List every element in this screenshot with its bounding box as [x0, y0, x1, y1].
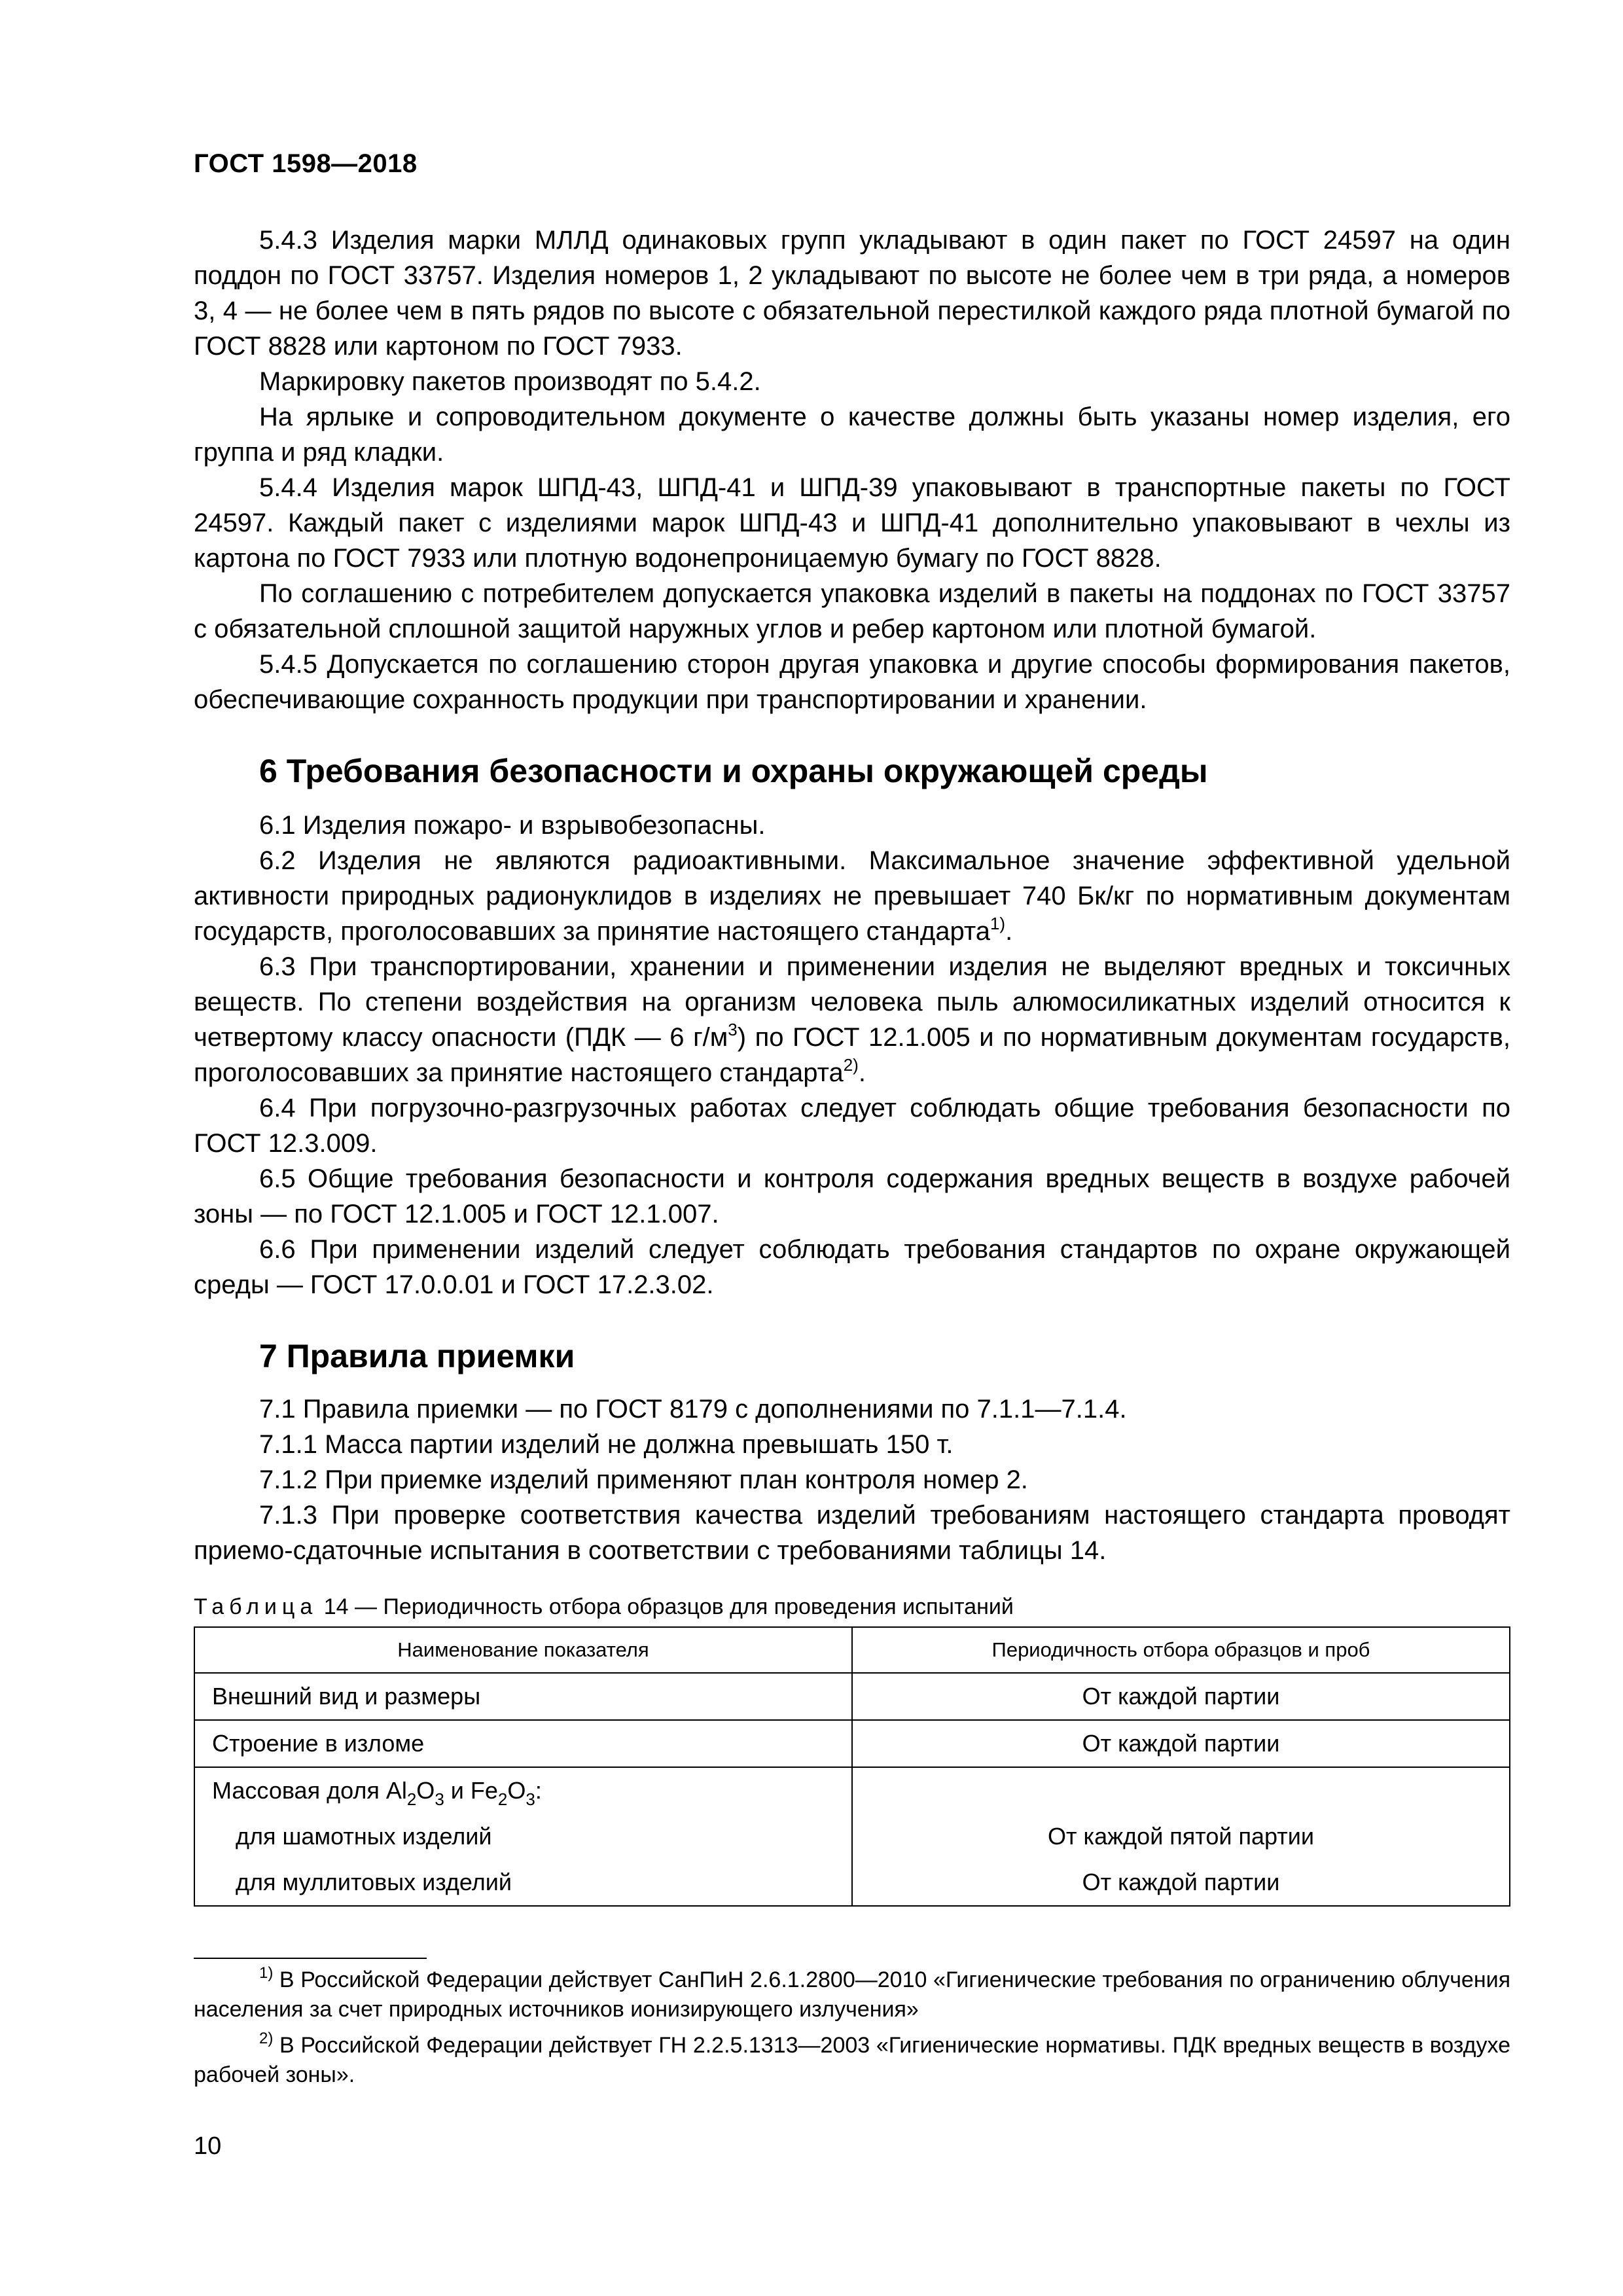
cell-indicator: для шамотных изделий	[194, 1814, 852, 1859]
paragraph-7-1-2: 7.1.2 При приемке изделий применяют план контроля номер 2.	[259, 1465, 1028, 1494]
paragraph-6-1: 6.1 Изделия пожаро- и взрывобезопасны.	[259, 811, 766, 840]
table-header-row	[194, 1627, 1510, 1673]
cell-indicator: для муллитовых изделий	[194, 1859, 852, 1906]
table-group-row	[194, 1767, 1510, 1814]
paragraph-7-1-3: 7.1.3 При проверке соответствия качества изделий требованиям настоящего стандарта проводят приемо-сдаточные испытания в соответствии с требованиями таблицы 14.	[194, 1501, 1510, 1565]
table-row	[194, 1814, 1510, 1859]
section-7-heading: 7 Правила приемки	[259, 1338, 575, 1374]
paragraph-5-4-3: 5.4.3 Изделия марки МЛЛД одинаковых групп укладывают в один пакет по ГОСТ 24597 на один поддон по ГОСТ 33757. Изделия номеров 1, 2 укладывают по высоте не более чем в три ряда, а номеров 3, 4 — не более чем в пять рядов по высоте с обязательной перестилкой каждого ряда плотной бумагой по ГОСТ 8828 или картоном по ГОСТ 7933.	[194, 226, 1510, 361]
paragraph-5-4-4: 5.4.4 Изделия марок ШПД-43, ШПД-41 и ШПД-39 упаковывают в транспортные пакеты по ГОСТ 24597. Каждый пакет с изделиями марок ШПД-43 и ШПД-41 дополнительно упаковывают в чехлы из картона по ГОСТ 7933 или плотную водонепроницаемую бумагу по ГОСТ 8828.	[194, 473, 1510, 573]
column-header-indicator: Наименование показателя	[194, 1627, 852, 1673]
table-row	[194, 1859, 1510, 1906]
cell-periodicity: От каждой пятой партии	[852, 1814, 1510, 1859]
paragraph-6-3: 6.3 При транспортировании, хранении и применении изделия не выделяют вредных и токсичных веществ. По степени воздействия на организм человека пыль алюмосиликатных изделий относится к четвертому классу опасности (ПДК — 6 $г/м^3$) по ГОСТ 12.1.005 и по нормативным документам государств, проголосовавших за принятие настоящего стандарта$^{2)}$.	[194, 952, 1510, 1087]
paragraph-6-5: 6.5 Общие требования безопасности и контроля содержания вредных веществ в воздухе рабочей зоны — по ГОСТ 12.1.005 и ГОСТ 12.1.007.	[194, 1164, 1510, 1229]
table-caption: Таблица 14 — Периодичность отбора образцов для проведения испытаний	[194, 1594, 1014, 1619]
paragraph-6-6: 6.6 При применении изделий следует соблюдать требования стандартов по охране окружающей среды — ГОСТ 17.0.0.01 и ГОСТ 17.2.3.02.	[194, 1235, 1510, 1299]
page-number: 10	[194, 2132, 222, 2160]
cell-periodicity: От каждой партии	[852, 1720, 1510, 1767]
paragraph-agreement: По соглашению с потребителем допускается упаковка изделий в пакеты на поддонах по ГОСТ 33757 с обязательной сплошной защитой наружных углов и ребер картоном или плотной бумагой.	[194, 579, 1510, 643]
footnote-separator	[194, 1958, 427, 1959]
cell-indicator: Строение в изломе	[194, 1720, 852, 1767]
cell-periodicity: От каждой партии	[852, 1673, 1510, 1720]
paragraph-6-4: 6.4 При погрузочно-разгрузочных работах следует соблюдать общие требования безопасности по ГОСТ 12.3.009.	[194, 1094, 1510, 1158]
cell-group-label: Массовая доля $Al_2O_3$ и $Fe_2O_3$:	[194, 1767, 852, 1814]
paragraph-7-1: 7.1 Правила приемки — по ГОСТ 8179 с дополнениями по 7.1.1—7.1.4.	[259, 1395, 1127, 1424]
footnote-ref-2: 2)	[843, 1055, 859, 1075]
paragraph-6-2: 6.2 Изделия не являются радиоактивными. Максимальное значение эффективной удельной активности природных радионуклидов в изделиях не превышает 740 Бк/кг по нормативным документам государств, проголосовавших за принятие настоящего стандарта$^{1)}$.	[194, 846, 1510, 946]
table-row	[194, 1673, 1510, 1720]
cell-periodicity: От каждой партии	[852, 1859, 1510, 1906]
paragraph-label: На ярлыке и сопроводительном документе о качестве должны быть указаны номер изделия, его группа и ряд кладки.	[194, 403, 1510, 467]
document-header: ГОСТ 1598—2018	[194, 149, 418, 178]
paragraph-5-4-5: 5.4.5 Допускается по соглашению сторон другая упаковка и другие способы формирования пакетов, обеспечивающие сохранность продукции при транспортировании и хранении.	[194, 650, 1510, 714]
table-row	[194, 1720, 1510, 1767]
footnote-ref-1: 1)	[990, 914, 1006, 933]
footnote-2: $^{2)}$ В Российской Федерации действует ГН 2.2.5.1313—2003 «Гигиенические нормативы. ПДК вредных веществ в воздухе рабочей зоны».	[194, 2030, 1510, 2087]
footnote-1: $^{1)}$ В Российской Федерации действует СанПиН 2.6.1.2800—2010 «Гигиенические требования по ограничению облучения населения за счет природных источников ионизирующего излучения»	[194, 1964, 1510, 2022]
sampling-table	[194, 1626, 1510, 1907]
section-6-heading: 6 Требования безопасности и охраны окружающей среды	[259, 753, 1208, 789]
paragraph-7-1-1: 7.1.1 Масса партии изделий не должна превышать 150 т.	[259, 1430, 954, 1459]
paragraph-marking: Маркировку пакетов производят по 5.4.2.	[259, 367, 761, 396]
page-content	[194, 223, 1510, 2090]
cell-indicator: Внешний вид и размеры	[194, 1673, 852, 1720]
column-header-periodicity: Периодичность отбора образцов и проб	[852, 1627, 1510, 1673]
cell-periodicity-empty	[852, 1767, 1510, 1814]
